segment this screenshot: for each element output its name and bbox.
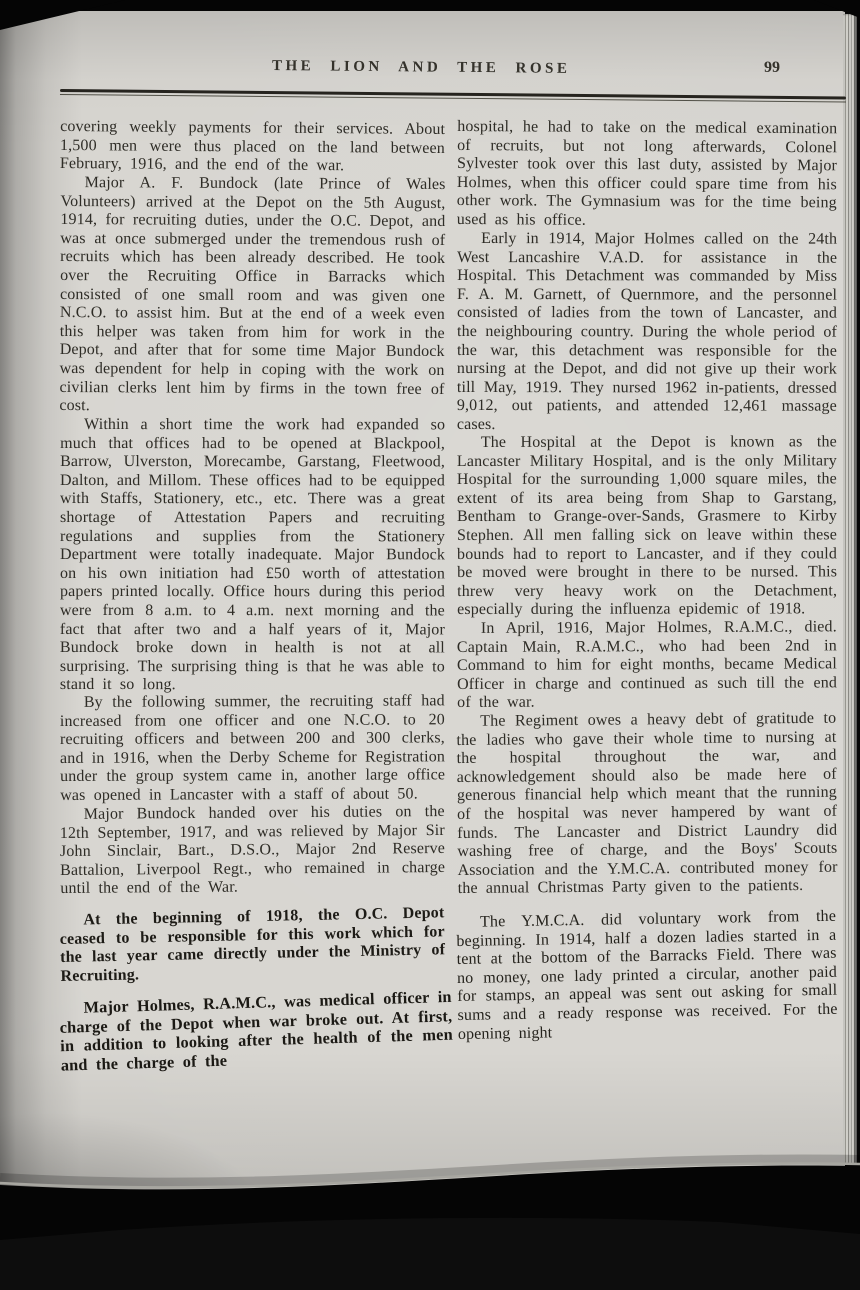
page-content bbox=[60, 58, 846, 1076]
header-rule bbox=[60, 89, 846, 104]
paragraph-left-5: Major Bundock handed over his duties on the 12th September, 1917, and was relieved by Major Sir John Sinclair, Bart., D.S.O., Major 2nd Reserve Battalion, Liverpool Regt., who remained in charge until the end of the War. bbox=[59, 802, 446, 898]
page-number: 99 bbox=[764, 59, 780, 76]
paragraph-left-2: Major A. F. Bundock (late Prince of Wales Volunteers) arrived at the Depot on the 5th August, 1914, for recruiting duties, under the O.C. Depot, and was at once submerged under the tremendous rush of recruits which has been already described. He took over the Recruiting Office in Barracks which consisted of one small room and was given one N.C.O. to assist him. But at the end of a week even this helper was taken from him for work in the Depot, and after that for some time Major Bundock was dependent for help in coping with the work on civilian clerks lent him by firms in the town free of cost. bbox=[59, 173, 446, 415]
photo-top-border bbox=[0, 0, 860, 11]
page-title: THE LION AND THE ROSE bbox=[271, 58, 571, 77]
page-bottom-curl-edge bbox=[0, 1110, 860, 1290]
paragraph-left-3: Within a short time the work had expanded so much that offices had to be opened at Blackpool, Barrow, Ulverston, Morecambe, Garstang, Fleetwood, Dalton, and Millom. These offices had to be equipped with Staffs, Stationery, etc., etc. There was a great shortage of Attestation Papers and recruiting regulations and supplies from the Stationery Department were totally inadequate. Major Bundock on his own initiation had £50 worth of attestation papers printed locally. Office hours during this period were from 8 a.m. to 4 a.m. next morning and the fact that after two and a half years of it, Major Bundock broke down in health is not at all surprising. The surprising thing is that he was able to stand it so long. bbox=[59, 415, 446, 693]
paragraph-right-3: The Hospital at the Depot is known as the Lancaster Military Hospital, and is the only Military Hospital for the surrounding 1,000 square miles, the extent of its area being from Shap to Garstang, Bentham to Grange-over-Sands, Grasmere to Kirby Stephen. All men falling sick on leave within these bounds had to report to Lancaster, and if they could be moved were brought in there to be nursed. This threw very heavy work on the Detachment, especially during the influenza epidemic of 1918. bbox=[456, 433, 838, 619]
paragraph-right-1: hospital, he had to take on the medical examination of recruits, but not long afterwards, Colonel Sylvester took over this last duty, assisted by Major Holmes, when this officer could spare time from his other work. The Gymnasium was for the time being used as his office. bbox=[456, 118, 838, 229]
paragraph-left-6: At the beginning of 1918, the O.C. Depot ceased to be responsible for this work which for the last year came directly under the Ministry of Recruiting. bbox=[59, 904, 446, 985]
right-column bbox=[457, 118, 837, 1076]
paragraph-right-4: In April, 1916, Major Holmes, R.A.M.C., died. Captain Main, R.A.M.C., who had been 2nd in Command to him for eight months, became Medical Officer in charge and continued as such till the end of the war. bbox=[456, 618, 838, 712]
paragraph-right-5: The Regiment owes a heavy debt of gratitude to the ladies who gave their whole time to nursing at the hospital throughout the war, and acknowledgement should also be made here of generous financial help which meant that the running of the hospital was never hampered by want of funds. The Lancaster and District Laundry did washing free of charge, and the Boys' Scouts Association and the Y.M.C.A. contributed money for the annual Christmas Party given to the patients. bbox=[456, 709, 838, 898]
running-header bbox=[60, 58, 846, 82]
text-columns bbox=[60, 118, 846, 1076]
paragraph-right-6: The Y.M.C.A. did voluntary work from the beginning. In 1914, half a dozen ladies started in a tent at the bottom of the Barracks Field. There was no money, one lady printed a circular, another paid for stamps, an appeal was sent out asking for small sums and a ready response was received. For the opening night bbox=[456, 907, 838, 1043]
paragraph-left-4: By the following summer, the recruiting staff had increased from one officer and one N.C.O. to 20 recruiting officers and between 200 and 300 clerks, and in 1916, when the Derby Scheme for Registration under the group system came in, another large office was opened in Lancaster with a staff of about 50. bbox=[59, 692, 446, 805]
paragraph-left-1: covering weekly payments for their services. About 1,500 men were thus placed on the land between February, 1916, and the end of the war. bbox=[59, 118, 446, 175]
left-column bbox=[59, 118, 454, 1076]
paragraph-right-2: Early in 1914, Major Holmes called on the 24th West Lancashire V.A.D. for assistance in the Hospital. This Detachment was commanded by Miss F. A. M. Garnett, of Quernmore, and the personnel consisted of ladies from the town of Lancaster, and the neighbouring country. During the whole period of the war, this detachment was responsible for the nursing at the Depot, and did not give up their work till May, 1919. They nursed 1962 in-patients, dressed 9,012, out patients, and attended 12,461 massage cases. bbox=[456, 229, 838, 433]
paragraph-left-7: Major Holmes, R.A.M.C., was medical officer in charge of the Depot when war broke out. At first, in addition to looking after the health of the men and the charge of the bbox=[59, 988, 454, 1075]
